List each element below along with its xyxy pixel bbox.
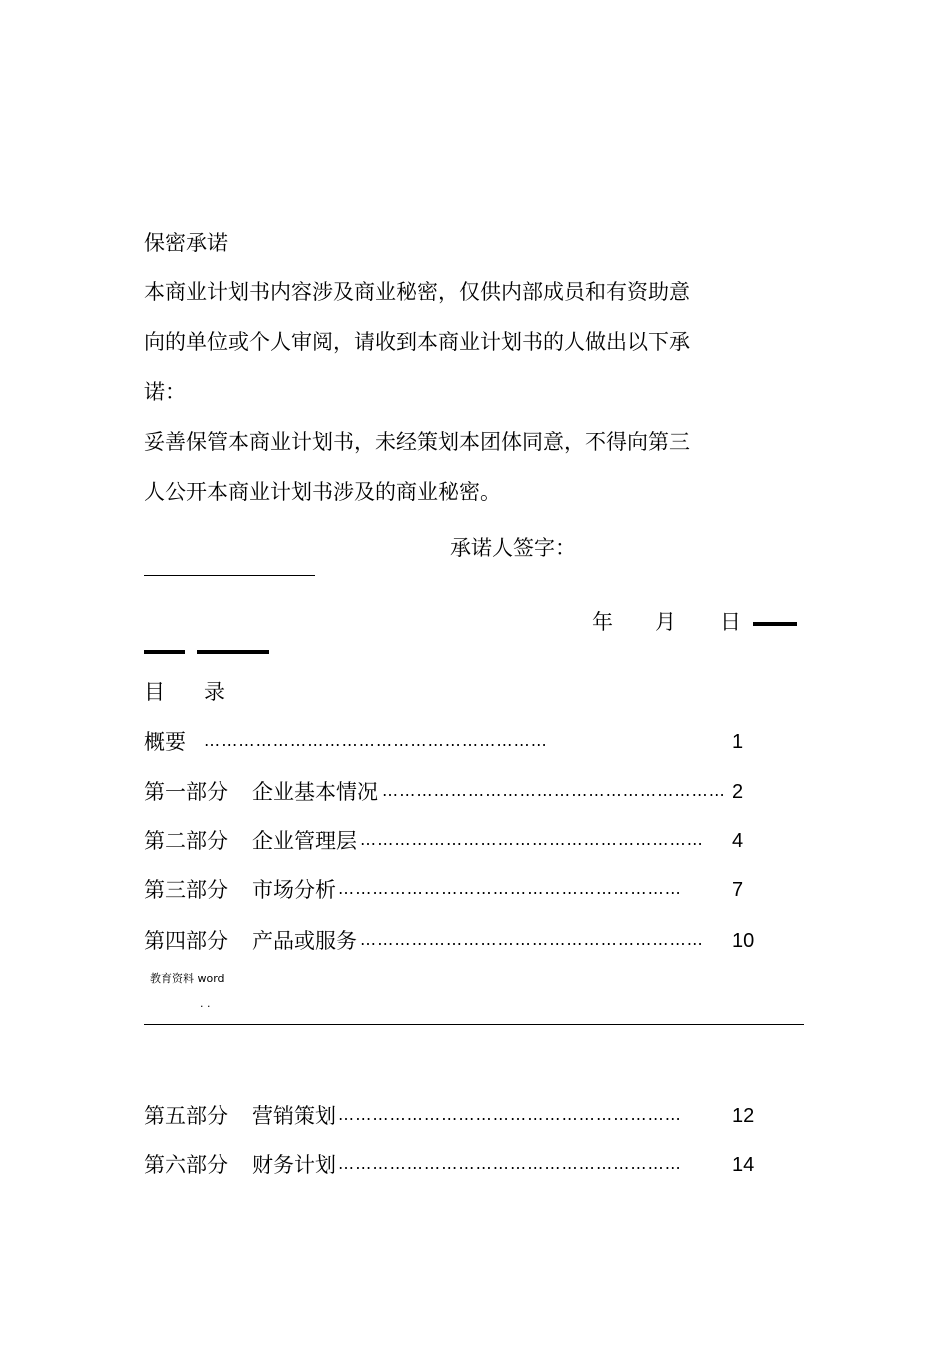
toc-item-part: 第四部分 <box>144 929 228 953</box>
toc-item-part-6 <box>144 1152 764 1182</box>
toc-item-part: 第五部分 <box>144 1104 228 1128</box>
toc-item-part-5 <box>144 1103 764 1133</box>
toc-leader: …………………………………………………… <box>338 879 682 898</box>
toc-item-title: 财务计划 <box>252 1153 336 1177</box>
toc-leader: …………………………………………………… <box>338 1105 682 1124</box>
toc-leader: …………………………………………………… <box>382 781 726 800</box>
toc-item-page: 1 <box>732 731 744 753</box>
toc-item-part: 第一部分 <box>144 780 228 804</box>
toc-item-part-4 <box>144 928 764 958</box>
footer-dots: . . <box>200 997 211 1010</box>
toc-item-title: 产品或服务 <box>252 929 357 953</box>
date-fill-line-1 <box>753 622 797 626</box>
toc-item-part: 第三部分 <box>144 878 228 902</box>
confidentiality-line-5: 人公开本商业计划书涉及的商业秘密。 <box>144 480 501 504</box>
toc-leader: …………………………………………………… <box>338 1154 682 1173</box>
toc-item-title: 企业管理层 <box>252 829 357 853</box>
toc-item-part: 第六部分 <box>144 1153 228 1177</box>
toc-leader: …………………………………………………… <box>360 830 704 849</box>
toc-item-overview <box>144 729 764 759</box>
toc-item-part: 第二部分 <box>144 829 228 853</box>
toc-item-title: 市场分析 <box>252 878 336 902</box>
toc-leader: …………………………………………………… <box>204 731 548 750</box>
toc-item-part-3 <box>144 877 764 907</box>
toc-item-part: 概要 <box>144 730 186 754</box>
date-month: 月 <box>655 610 676 634</box>
signature-line <box>144 575 315 576</box>
date-fill-line-2 <box>144 650 185 654</box>
confidentiality-line-3: 诺： <box>144 380 186 404</box>
toc-item-page: 14 <box>732 1154 755 1176</box>
toc-item-part-1 <box>144 779 764 809</box>
toc-item-title: 企业基本情况 <box>252 780 378 804</box>
toc-item-page: 7 <box>732 879 744 901</box>
toc-item-page: 12 <box>732 1105 755 1127</box>
confidentiality-line-4: 妥善保管本商业计划书，未经策划本团体同意，不得向第三 <box>144 430 690 454</box>
toc-item-page: 10 <box>732 930 755 952</box>
toc-leader: …………………………………………………… <box>360 930 704 949</box>
confidentiality-line-1: 本商业计划书内容涉及商业秘密，仅供内部成员和有资助意 <box>144 280 690 304</box>
signature-label: 承诺人签字： <box>450 536 576 560</box>
toc-title-char-2: 录 <box>204 680 225 704</box>
confidentiality-line-2: 向的单位或个人审阅，请收到本商业计划书的人做出以下承 <box>144 330 690 354</box>
toc-item-page: 4 <box>732 830 744 852</box>
toc-item-part-2 <box>144 828 764 858</box>
toc-item-page: 2 <box>732 781 744 803</box>
page-separator <box>144 1024 804 1025</box>
toc-title-char-1: 目 <box>144 680 165 704</box>
footer-label: 教育资料 word <box>150 972 225 985</box>
date-year: 年 <box>592 610 613 634</box>
toc-item-title: 营销策划 <box>252 1104 336 1128</box>
confidentiality-title: 保密承诺 <box>144 231 228 255</box>
date-day: 日 <box>720 610 741 634</box>
date-fill-line-3 <box>197 650 269 654</box>
